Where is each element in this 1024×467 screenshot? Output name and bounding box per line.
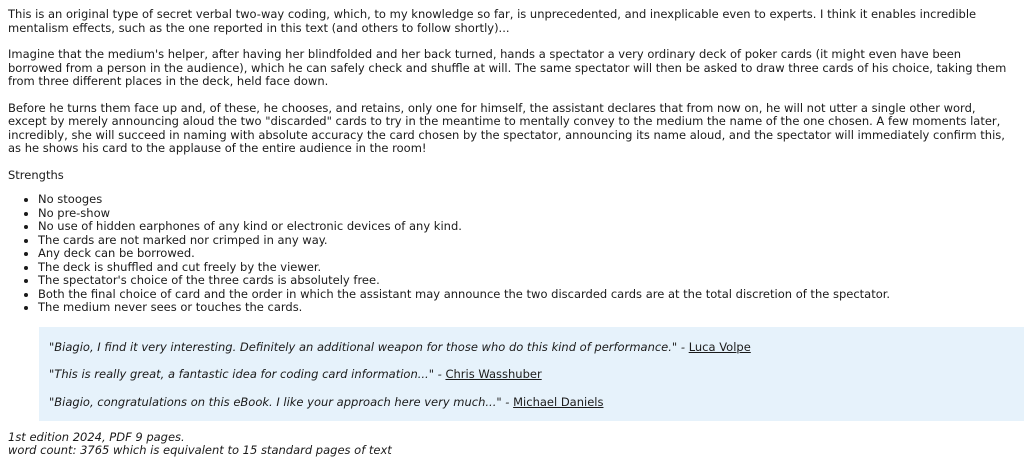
testimonial-quote: "This is really great, a fantastic idea for coding card information..." (49, 367, 434, 381)
testimonial-author-link[interactable]: Michael Daniels (513, 394, 604, 409)
list-item: • The spectator's choice of the three cards is absolutely free. (38, 274, 1012, 288)
testimonial (49, 341, 1024, 355)
list-item: • No pre-show (38, 207, 1012, 221)
testimonials-box (39, 327, 1024, 422)
list-item: • The medium never sees or touches the cards. (38, 301, 1012, 315)
testimonial-author-link[interactable]: Luca Volpe (688, 339, 751, 354)
strengths-heading: Strengths (8, 167, 64, 182)
testimonial-author-link[interactable]: Chris Wasshuber (445, 367, 542, 381)
footer-info (8, 431, 1012, 457)
testimonial-separator: - (434, 367, 446, 381)
testimonial-separator: - (677, 339, 689, 354)
testimonial (49, 368, 1024, 382)
intro-paragraph: Imagine that the medium's helper, after having her blindfolded and her back turned, hands a spectator a very ordinary deck of poker cards (it might even have been borrowed from a person in the audience), which he can safely check and shuffle at will. The same spectator will then be asked to draw three cards of his choice, taking them from three different places in the deck, held face down. (8, 47, 1007, 88)
testimonial-quote: "Biagio, I find it very interesting. Definitely an additional weapon for those who do this kind of performance." (49, 339, 678, 354)
list-item: • The cards are not marked nor crimped in any way. (38, 234, 1012, 248)
intro-paragraph: This is an original type of secret verbal two-way coding, which, to my knowledge so far, is unprecedented, and inexplicable even to experts. I think it enables incredible mentalism effects, such as the one reported in this text (and others to follow shortly)... (8, 7, 977, 35)
testimonial-quote: "Biagio, congratulations on this eBook. I like your approach here very much..." (49, 394, 502, 409)
testimonial (49, 396, 1024, 410)
testimonial-separator: - (501, 394, 514, 409)
list-item: • Any deck can be borrowed. (38, 247, 1012, 261)
list-item: • Both the final choice of card and the order in which the assistant may announce the two discarded cards are at the total discretion of the spectator. (38, 288, 1012, 302)
list-item: • No stooges (38, 193, 1012, 207)
word-count: word count: 3765 which is equivalent to 15 standard pages of text (8, 443, 392, 457)
list-item: • No use of hidden earphones of any kind or electronic devices of any kind. (38, 220, 1012, 234)
intro-paragraph: Before he turns them face up and, of these, he chooses, and retains, only one for himself, the assistant declares that from now on, he will not utter a single other word, except by merely announcing aloud the two "discarded" cards to try in the meantime to mentally convey to the medium the name of the one chosen. A few moments later, incredibly, she will succeed in naming with absolute accuracy the card chosen by the spectator, announcing its name aloud, and the spectator will immediately confirm this, as he shows his card to the applause of the entire audience in the room! (8, 100, 1005, 155)
list-item: • The deck is shuffled and cut freely by the viewer. (38, 261, 1012, 275)
edition-info: 1st edition 2024, PDF 9 pages. (8, 430, 185, 444)
strengths-list (8, 193, 1012, 315)
